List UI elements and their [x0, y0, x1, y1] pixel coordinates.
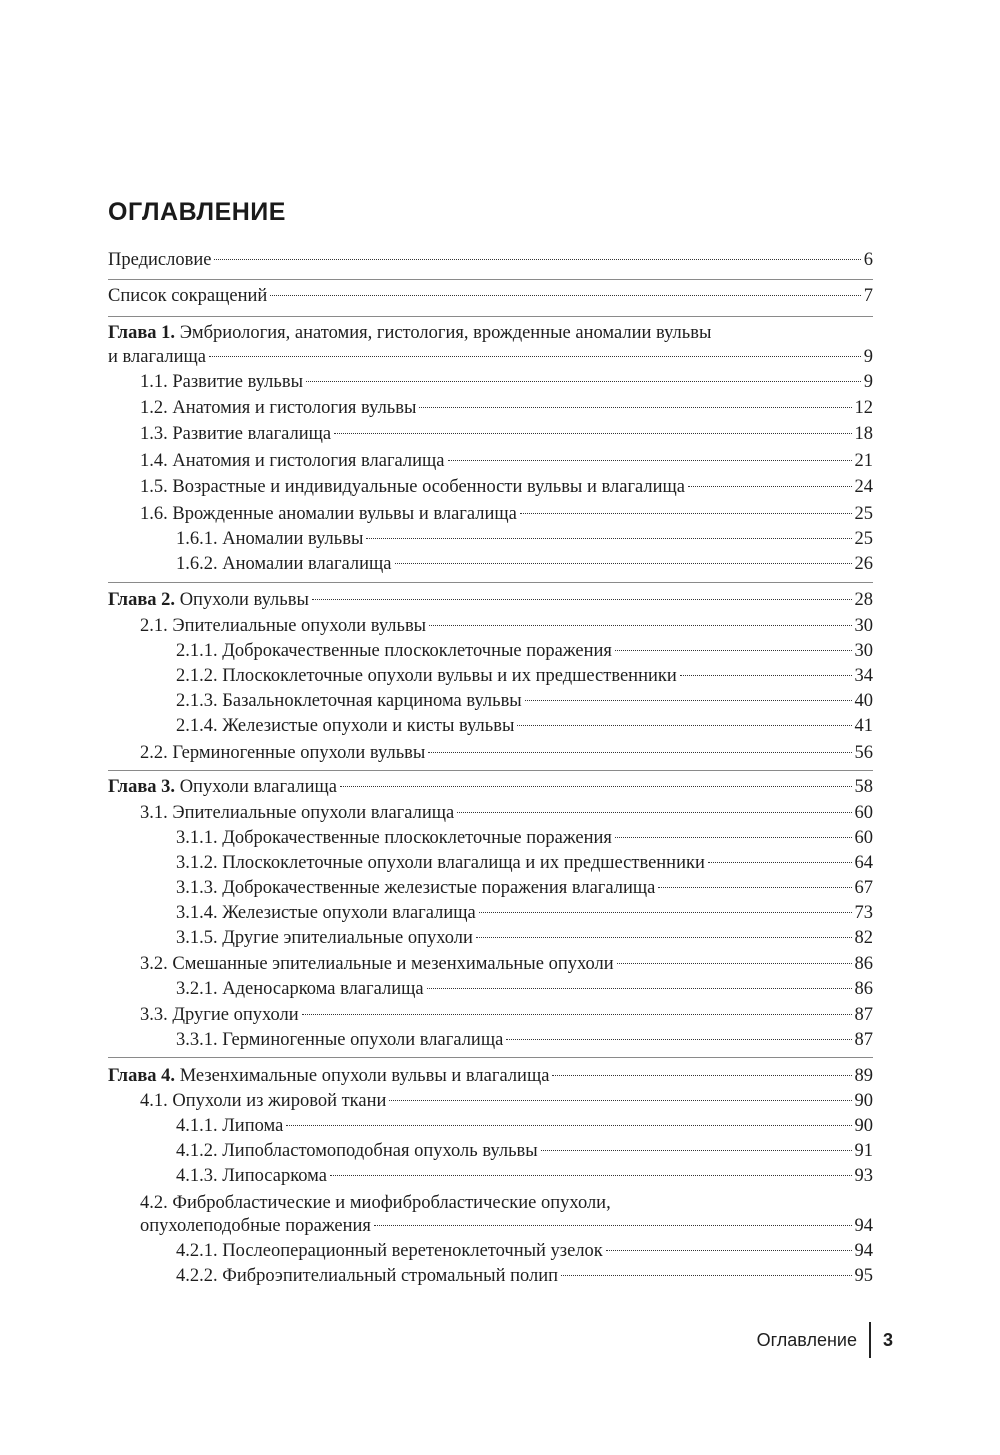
chapter-label: Глава 1. — [108, 323, 176, 343]
toc-entry[interactable] — [176, 1139, 873, 1163]
toc-entry-page: 90 — [854, 1091, 873, 1111]
toc-entry-page: 21 — [854, 451, 873, 471]
toc-entry-page: 60 — [854, 803, 873, 823]
toc-entry-title: 3.3.1. Герминогенные опухоли влагалища — [176, 1030, 504, 1050]
toc-chapter-4[interactable] — [108, 1064, 873, 1088]
dot-leader — [395, 563, 852, 564]
section-divider — [108, 1057, 873, 1058]
dot-leader — [427, 988, 852, 989]
toc-entry[interactable] — [140, 370, 873, 394]
toc-entry-title-line: 4.2. Фибробластические и миофибробластические опухоли, — [140, 1193, 611, 1213]
dot-leader — [680, 675, 852, 676]
dot-leader — [302, 1014, 852, 1015]
toc-entry[interactable] — [176, 1239, 873, 1263]
toc-entry-title: 4.2.1. Послеоперационный веретеноклеточный узелок — [176, 1241, 603, 1261]
toc-entry-title: 3.1.4. Железистые опухоли влагалища — [176, 903, 476, 923]
toc-entry-page: 6 — [863, 250, 873, 270]
toc-entry-title: Эмбриология, анатомия, гистология, врожденные аномалии вульвы — [179, 323, 712, 343]
toc-entry[interactable] — [176, 876, 873, 900]
toc-entry-title: Список сокращений — [108, 286, 268, 306]
dot-leader — [615, 650, 852, 651]
toc-entry[interactable] — [176, 851, 873, 875]
toc-entry-title: 2.1.4. Железистые опухоли и кисты вульвы — [176, 716, 515, 736]
running-footer-title: Оглавление — [756, 1329, 857, 1350]
toc-entry-abbreviations[interactable] — [108, 284, 873, 308]
toc-entry-title: 1.4. Анатомия и гистология влагалища — [140, 451, 445, 471]
toc-entry-page: 86 — [854, 979, 873, 999]
toc-entry-page: 12 — [854, 398, 873, 418]
toc-entry-page: 26 — [854, 554, 873, 574]
toc-entry-title: 2.1. Эпителиальные опухоли вульвы — [140, 616, 427, 636]
chapter-label: Глава 2. — [108, 590, 176, 610]
section-divider — [108, 582, 873, 583]
toc-entry-title: и влагалища — [108, 347, 207, 367]
toc-entry-page: 60 — [854, 828, 873, 848]
dot-leader — [517, 725, 851, 726]
dot-leader — [286, 1125, 851, 1126]
toc-chapter-1[interactable] — [108, 345, 873, 369]
toc-entry-page: 94 — [854, 1241, 873, 1261]
dot-leader — [334, 433, 851, 434]
dot-leader — [428, 752, 851, 753]
chapter-label: Глава 4. — [108, 1066, 176, 1086]
toc-entry-page: 18 — [854, 424, 873, 444]
page-number: 3 — [882, 1329, 893, 1350]
dot-leader — [306, 381, 861, 382]
toc-entry-title: Предисловие — [108, 250, 212, 270]
dot-leader — [658, 887, 851, 888]
toc-entry-title: 3.1. Эпителиальные опухоли влагалища — [140, 803, 455, 823]
toc-entry-title: 3.1.5. Другие эпителиальные опухоли — [176, 928, 473, 948]
toc-entry-page: 34 — [854, 666, 873, 686]
toc-entry[interactable] — [176, 901, 873, 925]
toc-entry-page: 25 — [854, 529, 873, 549]
toc-entry[interactable] — [176, 1264, 873, 1288]
toc-entry-title: 1.6. Врожденные аномалии вульвы и влагалища — [140, 504, 517, 524]
toc-entry[interactable] — [140, 801, 873, 825]
toc-entry-page: 7 — [863, 286, 873, 306]
toc-entry[interactable] — [140, 396, 873, 420]
toc-chapter-3[interactable] — [108, 775, 873, 799]
toc-entry-page: 56 — [854, 743, 873, 763]
toc-entry-page: 67 — [854, 878, 873, 898]
toc-entry-page: 93 — [854, 1166, 873, 1186]
toc-entry-title: 4.2.2. Фиброэпителиальный стромальный полип — [176, 1266, 559, 1286]
toc-entry[interactable] — [140, 1003, 873, 1027]
toc-chapter-2[interactable] — [108, 588, 873, 612]
toc-entry[interactable] — [140, 449, 873, 473]
toc-entry-title: 4.1.1. Липома — [176, 1116, 284, 1136]
toc-entry-title: 1.2. Анатомия и гистология вульвы — [140, 398, 417, 418]
dot-leader — [374, 1225, 852, 1226]
dot-leader — [506, 1039, 851, 1040]
toc-entry-page: 64 — [854, 853, 873, 873]
toc-entry-title: 3.1.1. Доброкачественные плоскоклеточные поражения — [176, 828, 612, 848]
toc-entry[interactable] — [176, 1164, 873, 1188]
toc-entry[interactable] — [176, 1028, 873, 1052]
dot-leader — [312, 599, 852, 600]
toc-entry[interactable] — [176, 552, 873, 576]
toc-entry-title: 3.1.2. Плоскоклеточные опухоли влагалища и их предшественники — [176, 853, 705, 873]
dot-leader — [340, 786, 852, 787]
toc-entry[interactable] — [140, 614, 873, 638]
toc-entry-title: 1.6.1. Аномалии вульвы — [176, 529, 364, 549]
dot-leader — [389, 1100, 851, 1101]
toc-entry-title: 2.1.1. Доброкачественные плоскоклеточные поражения — [176, 641, 612, 661]
toc-entry[interactable] — [140, 952, 873, 976]
toc-entry-page: 87 — [854, 1005, 873, 1025]
toc-entry[interactable] — [140, 1214, 873, 1238]
toc-entry[interactable] — [176, 826, 873, 850]
dot-leader — [366, 538, 851, 539]
toc-entry-title: 3.2. Смешанные эпителиальные и мезенхимальные опухоли — [140, 954, 614, 974]
toc-entry-preface[interactable] — [108, 248, 873, 272]
toc-entry-page: 95 — [854, 1266, 873, 1286]
page-footer — [757, 1322, 893, 1358]
toc-entry-page: 24 — [854, 477, 873, 497]
section-divider — [108, 770, 873, 771]
toc-entry-page: 89 — [854, 1066, 873, 1086]
toc-entry[interactable] — [140, 741, 873, 765]
toc-entry-title: 1.1. Развитие вульвы — [140, 372, 304, 392]
toc-entry-page: 86 — [854, 954, 873, 974]
toc-entry[interactable] — [140, 502, 873, 526]
toc-entry[interactable] — [176, 926, 873, 950]
toc-entry-title: 1.3. Развитие влагалища — [140, 424, 332, 444]
toc-entry-page: 9 — [863, 347, 873, 367]
toc-entry[interactable] — [176, 639, 873, 663]
toc-entry[interactable] — [140, 475, 873, 499]
dot-leader — [688, 486, 852, 487]
dot-leader — [479, 912, 852, 913]
toc-entry-page: 87 — [854, 1030, 873, 1050]
dot-leader — [520, 513, 852, 514]
dot-leader — [214, 259, 860, 260]
toc-entry-title: 4.1.2. Липобластомоподобная опухоль вульвы — [176, 1141, 538, 1161]
toc-entry-title: Глава 4. Мезенхимальные опухоли вульвы и влагалища — [108, 1066, 550, 1086]
toc-entry-title: 3.2.1. Аденосаркома влагалища — [176, 979, 424, 999]
toc-entry-page: 30 — [854, 641, 873, 661]
toc-entry[interactable] — [176, 527, 873, 551]
toc-entry-page: 25 — [854, 504, 873, 524]
dot-leader — [330, 1175, 852, 1176]
toc-entry-title: Глава 3. Опухоли влагалища — [108, 777, 337, 797]
toc-entry-page: 40 — [854, 691, 873, 711]
dot-leader — [615, 837, 852, 838]
footer-separator — [869, 1322, 871, 1358]
toc-entry-page: 90 — [854, 1116, 873, 1136]
toc-entry-page: 30 — [854, 616, 873, 636]
toc-entry-title: 3.1.3. Доброкачественные железистые поражения влагалища — [176, 878, 656, 898]
toc-entry-title: 2.1.2. Плоскоклеточные опухоли вульвы и их предшественники — [176, 666, 677, 686]
dot-leader — [617, 963, 852, 964]
toc-entry-page: 28 — [854, 590, 873, 610]
toc-entry-page: 91 — [854, 1141, 873, 1161]
toc-entry-title: 4.1. Опухоли из жировой ткани — [140, 1091, 387, 1111]
toc-entry[interactable] — [140, 422, 873, 446]
chapter-label: Глава 3. — [108, 777, 176, 797]
dot-leader — [419, 407, 851, 408]
toc-entry-title: 1.5. Возрастные и индивидуальные особенности вульвы и влагалища — [140, 477, 685, 497]
dot-leader — [552, 1075, 851, 1076]
dot-leader — [541, 1150, 852, 1151]
toc-entry[interactable] — [176, 689, 873, 713]
dot-leader — [606, 1250, 852, 1251]
toc-entry[interactable] — [176, 977, 873, 1001]
dot-leader — [270, 295, 860, 296]
toc-entry-title: Глава 2. Опухоли вульвы — [108, 590, 309, 610]
toc-entry[interactable] — [176, 1114, 873, 1138]
toc-entry-page: 82 — [854, 928, 873, 948]
toc-entry-title: 3.3. Другие опухоли — [140, 1005, 299, 1025]
toc-entry[interactable] — [140, 1089, 873, 1113]
toc-entry-title: 1.6.2. Аномалии влагалища — [176, 554, 392, 574]
dot-leader — [457, 812, 851, 813]
dot-leader — [561, 1275, 851, 1276]
dot-leader — [525, 700, 852, 701]
toc-entry-title: опухолеподобные поражения — [140, 1216, 371, 1236]
toc-entry-page: 41 — [854, 716, 873, 736]
toc-entry-page: 73 — [854, 903, 873, 923]
dot-leader — [209, 356, 861, 357]
toc-entry-title: 2.1.3. Базальноклеточная карцинома вульвы — [176, 691, 522, 711]
toc-chapter-title-line — [108, 321, 711, 345]
toc-entry-title: 2.2. Герминогенные опухоли вульвы — [140, 743, 426, 763]
toc-entry-page: 9 — [863, 372, 873, 392]
dot-leader — [476, 937, 852, 938]
section-divider — [108, 279, 873, 280]
toc-entry-title: 4.1.3. Липосаркома — [176, 1166, 327, 1186]
toc-entry-page: 58 — [854, 777, 873, 797]
toc-entry-page: 94 — [854, 1216, 873, 1236]
toc-entry[interactable] — [176, 714, 873, 738]
toc-heading: ОГЛАВЛЕНИЕ — [108, 198, 286, 226]
dot-leader — [429, 625, 851, 626]
toc-entry[interactable] — [176, 664, 873, 688]
dot-leader — [448, 460, 852, 461]
section-divider — [108, 316, 873, 317]
dot-leader — [708, 862, 852, 863]
